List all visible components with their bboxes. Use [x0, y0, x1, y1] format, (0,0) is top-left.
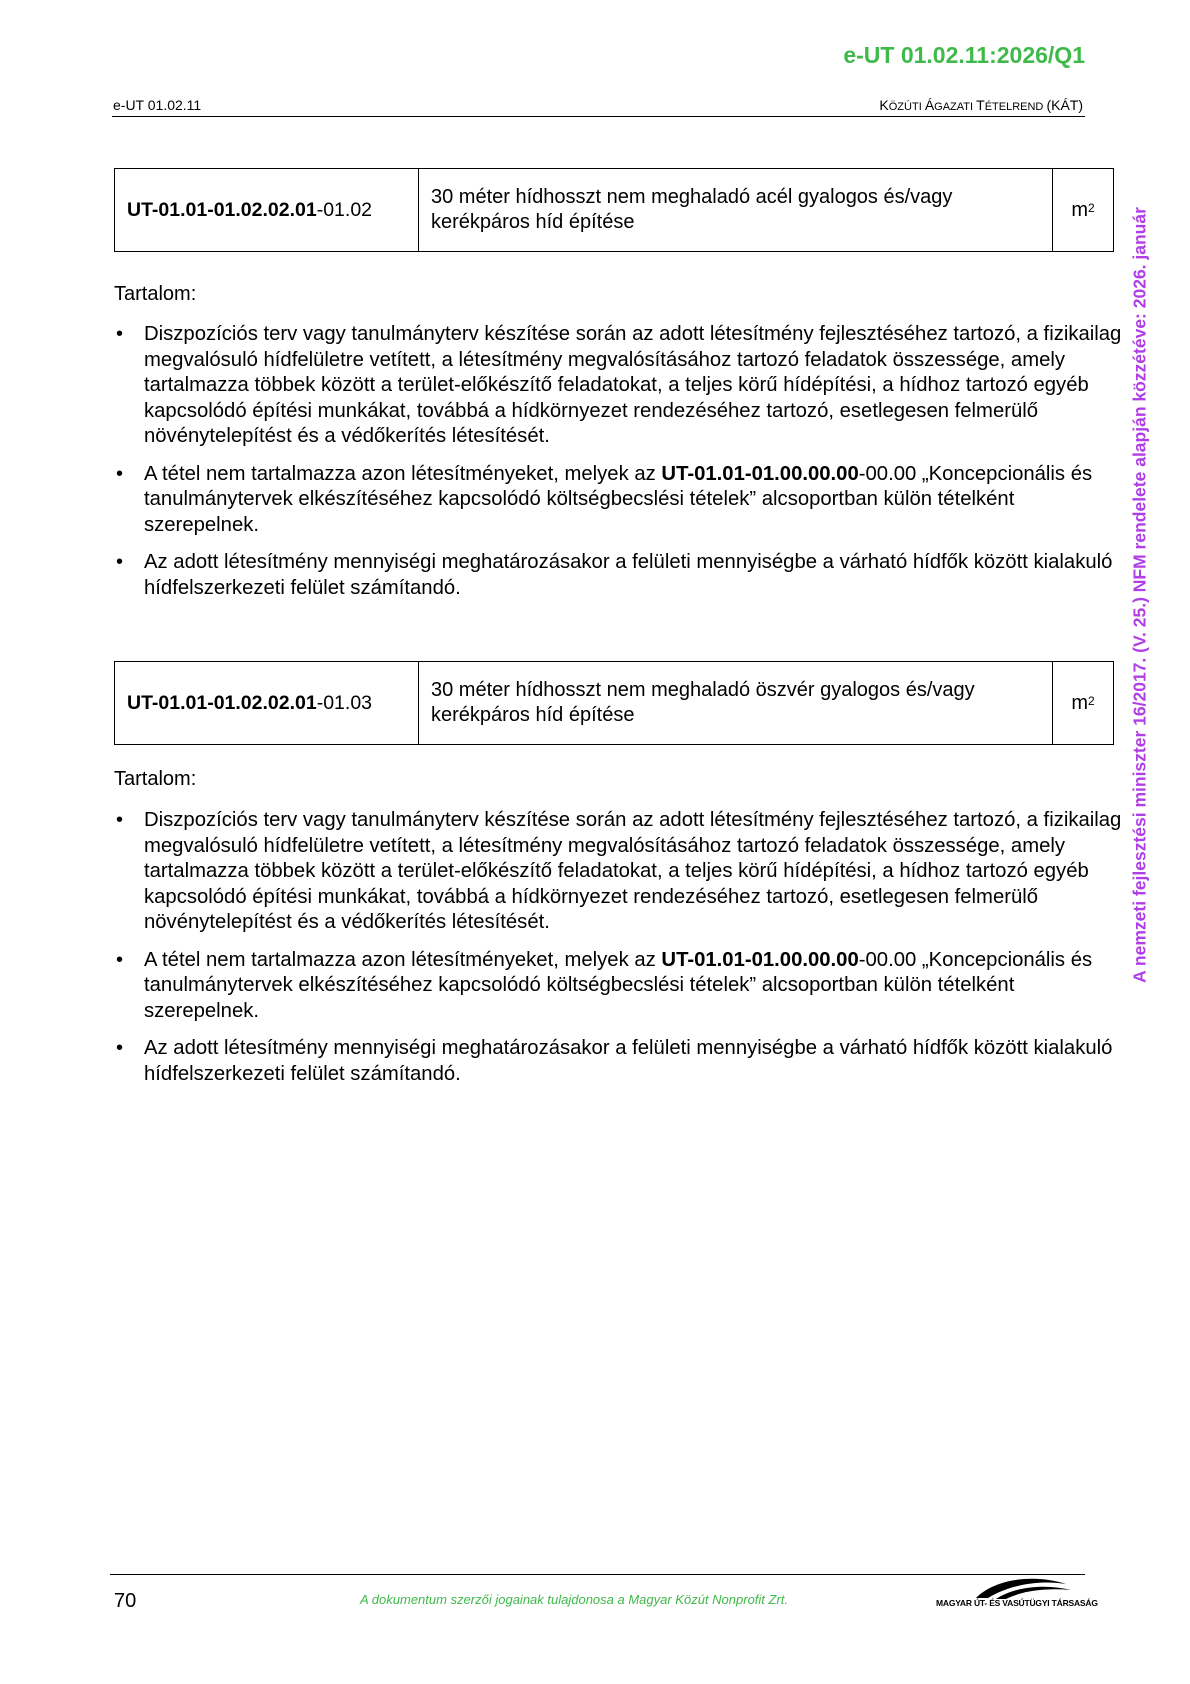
item-description: 30 méter hídhosszt nem meghaladó öszvér gyalogos és/vagy kerékpáros híd építése — [419, 662, 1053, 744]
society-logo — [936, 1572, 1098, 1612]
item-description: 30 méter hídhosszt nem meghaladó acél gyalogos és/vagy kerékpáros híd építése — [419, 169, 1053, 251]
side-note: A nemzeti fejlesztési miniszter 16/2017. (V. 25.) NFM rendelete alapján közzétéve: 2026. január — [1129, 207, 1150, 983]
list-item: • Az adott létesítmény mennyiségi meghatározásakor a felületi mennyiségbe a várható hídfők között kialakuló hídfelszerkezeti felület számítandó. — [114, 1036, 1124, 1087]
content-label: Tartalom: — [114, 283, 197, 305]
list-item: • Diszpozíciós terv vagy tanulmányterv készítése során az adott létesítmény fejlesztéséhez tartozó, a fizikailag megvalósuló hídfelületre vetített, a létesítmény megvalósításához tartozó feladatok összessége, amely tartalmazza többek között a terület-előkészítő feladatokat, a teljes körű hídépítési, a hídhoz tartozó egyéb kapcsolódó építési munkákat, továbbá a hídkörnyezet rendezéséhez tartozó, esetlegesen felmerülő növénytelepítést és a védőkerítés létesítését. — [114, 808, 1124, 936]
item-code: UT-01.01-01.02.02.01 -01.03 — [115, 662, 419, 744]
list-item: • A tétel nem tartalmazza azon létesítményeket, melyek az UT-01.01-01.00.00.00-00.00 „Koncepcionális és tanulmánytervek elkészítéséhez kapcsolódó költségbecslési tételek” alcsoportban külön tételként szerepelnek. — [114, 462, 1124, 539]
item-unit: m $^2$ — [1071, 691, 1095, 714]
header-rule — [112, 116, 1085, 117]
bullet-list — [114, 808, 1124, 1099]
bullet-list — [114, 322, 1124, 613]
item-unit: m $^2$ — [1071, 198, 1095, 221]
copyright-notice: A dokumentum szerzői jogainak tulajdonosa a Magyar Közút Nonprofit Zrt. — [360, 1592, 789, 1607]
list-item: • A tétel nem tartalmazza azon létesítményeket, melyek az UT-01.01-01.00.00.00-00.00 „Koncepcionális és tanulmánytervek elkészítéséhez kapcsolódó költségbecslési tételek” alcsoportban külön tételként szerepelnek. — [114, 948, 1124, 1025]
list-item: • Diszpozíciós terv vagy tanulmányterv készítése során az adott létesítmény fejlesztéséhez tartozó, a fizikailag megvalósuló hídfelületre vetített, a létesítmény megvalósításához tartozó feladatok összessége, amely tartalmazza többek között a terület-előkészítő feladatokat, a teljes körű hídépítési, a hídhoz tartozó egyéb kapcsolódó építési munkákat, továbbá a hídkörnyezet rendezéséhez tartozó, esetlegesen felmerülő növénytelepítést és a védőkerítés létesítését. — [114, 322, 1124, 450]
item-table — [114, 168, 1114, 252]
item-code: UT-01.01-01.02.02.01 -01.02 — [115, 169, 419, 251]
item-table — [114, 661, 1114, 745]
header-left: e-UT 01.02.11 — [113, 97, 202, 113]
page-number: 70 — [114, 1590, 137, 1612]
logo-text: MAGYAR ÚT- ÉS VASÚTÜGYI TÁRSASÁG — [936, 1598, 1098, 1608]
header-right: KÖZÚTI ÁGAZATI TÉTELREND (KÁT) — [879, 97, 1083, 113]
list-item: • Az adott létesítmény mennyiségi meghatározásakor a felületi mennyiségbe a várható hídfők között kialakuló hídfelszerkezeti felület számítandó. — [114, 550, 1124, 601]
document-code: e-UT 01.02.11:2026/Q1 — [843, 42, 1085, 68]
content-label: Tartalom: — [114, 768, 197, 790]
